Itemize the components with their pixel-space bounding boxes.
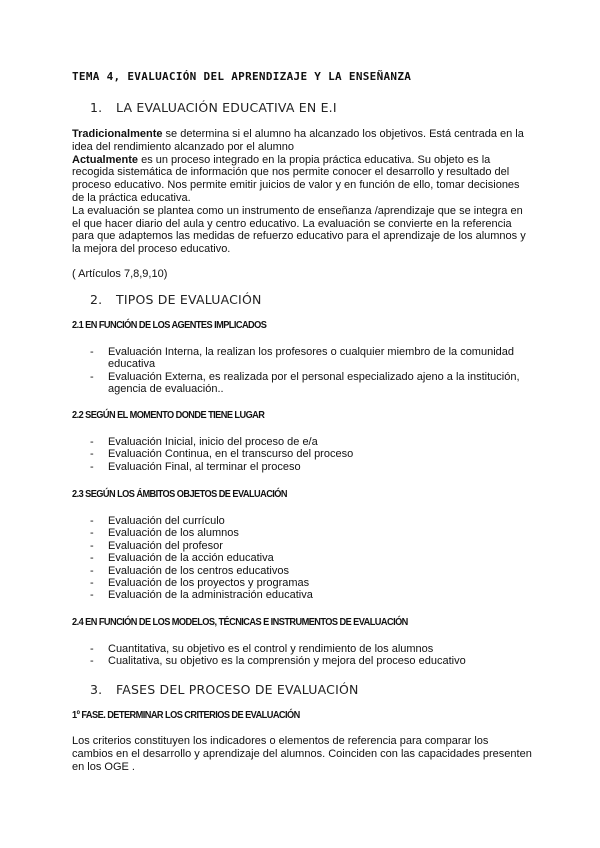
articles-reference: ( Artículos 7,8,9,10) bbox=[72, 268, 168, 280]
section-3-heading bbox=[90, 682, 359, 697]
list-item: - Evaluación del profesor bbox=[90, 539, 223, 552]
subsection-2-4-title: 2.4 EN FUNCIÓN DE LOS MODELOS, TÉCNICAS E INSTRUMENTOS DE EVALUACIÓN bbox=[72, 617, 408, 628]
list-item: - Evaluación de los centros educativos bbox=[90, 564, 289, 577]
phase-1-text: Los criterios constituyen los indicadores o elementos de referencia para comparar los cambios en el desarrollo y aprendizaje del alumnos. Coinciden con las capacidades presenten en los OGE . bbox=[72, 735, 532, 773]
subsection-2-3-title: 2.3 SEGÚN LOS ÁMBITOS OBJETOS DE EVALUACIÓN bbox=[72, 489, 288, 500]
subsection-2-1-title: 2.1 EN FUNCIÓN DE LOS AGENTES IMPLICADOS bbox=[72, 320, 267, 331]
term-tradicionalmente: Tradicionalmente bbox=[72, 128, 163, 140]
section-3-title: FASES DEL PROCESO DE EVALUACIÓN bbox=[116, 682, 359, 697]
list-item: - Evaluación de la acción educativa bbox=[90, 552, 274, 565]
list-item: - Evaluación Externa, es realizada por el personal especializado ajeno a la institución, agencia de evaluación.. bbox=[90, 370, 520, 396]
list-ambitos bbox=[72, 515, 532, 602]
paragraph-tradicionalmente: Tradicionalmente se determina si el alumno ha alcanzado los objetivos. Está centrada en la idea del rendimiento alcanzado por el alumno bbox=[72, 128, 524, 153]
list-item: - Evaluación Interna, la realizan los profesores o cualquier miembro de la comunidad educativa bbox=[90, 346, 515, 371]
document-title: TEMA 4, EVALUACIÓN DEL APRENDIZAJE Y LA ENSEÑANZA bbox=[72, 70, 412, 83]
section-2-title: TIPOS DE EVALUACIÓN bbox=[116, 292, 262, 307]
paragraph-actualmente: Actualmente es un proceso integrado en la propia práctica educativa. Su objeto es la recogida sistemática de información que nos permite conocer el desarrollo y resultado del proceso educativo. Nos permite emitir juicios de valor y en función de ello, tomar decisiones de la práctica educativa. bbox=[72, 153, 520, 204]
section-2-heading bbox=[90, 292, 262, 307]
list-modelos bbox=[72, 643, 532, 668]
list-item: - Evaluación Continua, en el transcurso del proceso bbox=[90, 448, 354, 461]
section-1-number: 1. bbox=[90, 100, 103, 115]
list-item: - Evaluación de los alumnos bbox=[90, 527, 239, 540]
section-3-number: 3. bbox=[90, 682, 103, 697]
section-2-number: 2. bbox=[90, 292, 103, 307]
list-agentes bbox=[72, 346, 532, 396]
list-item: - Evaluación del currículo bbox=[90, 515, 225, 527]
term-actualmente: Actualmente bbox=[72, 153, 139, 166]
list-item: - Cualitativa, su objetivo es la comprensión y mejora del proceso educativo bbox=[90, 655, 466, 668]
list-item: - Cuantitativa, su objetivo es el control y rendimiento de los alumnos bbox=[90, 643, 434, 655]
paragraph-evaluacion: La evaluación se plantea como un instrumento de enseñanza /aprendizaje que se integra en el que hacer diario del aula y centro educativo. La evaluación se convierte en la referencia para que adaptemos las medidas de refuerzo educativo para el aprendizaje de los alumnos y la mejora del proceso educativo. bbox=[72, 204, 526, 256]
section-1-body bbox=[72, 128, 532, 256]
phase-1-title: 1º FASE. DETERMINAR LOS CRITERIOS DE EVALUACIÓN bbox=[72, 710, 300, 721]
section-1-heading bbox=[90, 100, 337, 115]
list-item: - Evaluación Inicial, inicio del proceso de e/a bbox=[90, 436, 318, 448]
list-item: - Evaluación de la administración educativa bbox=[90, 589, 313, 602]
section-1-title: LA EVALUACIÓN EDUCATIVA EN E.I bbox=[116, 100, 337, 115]
list-item: - Evaluación de los proyectos y programas bbox=[90, 577, 310, 590]
list-momento bbox=[72, 436, 532, 473]
subsection-2-2-title: 2.2 SEGÚN EL MOMENTO DONDE TIENE LUGAR bbox=[72, 410, 265, 421]
list-item: - Evaluación Final, al terminar el proceso bbox=[90, 460, 301, 473]
